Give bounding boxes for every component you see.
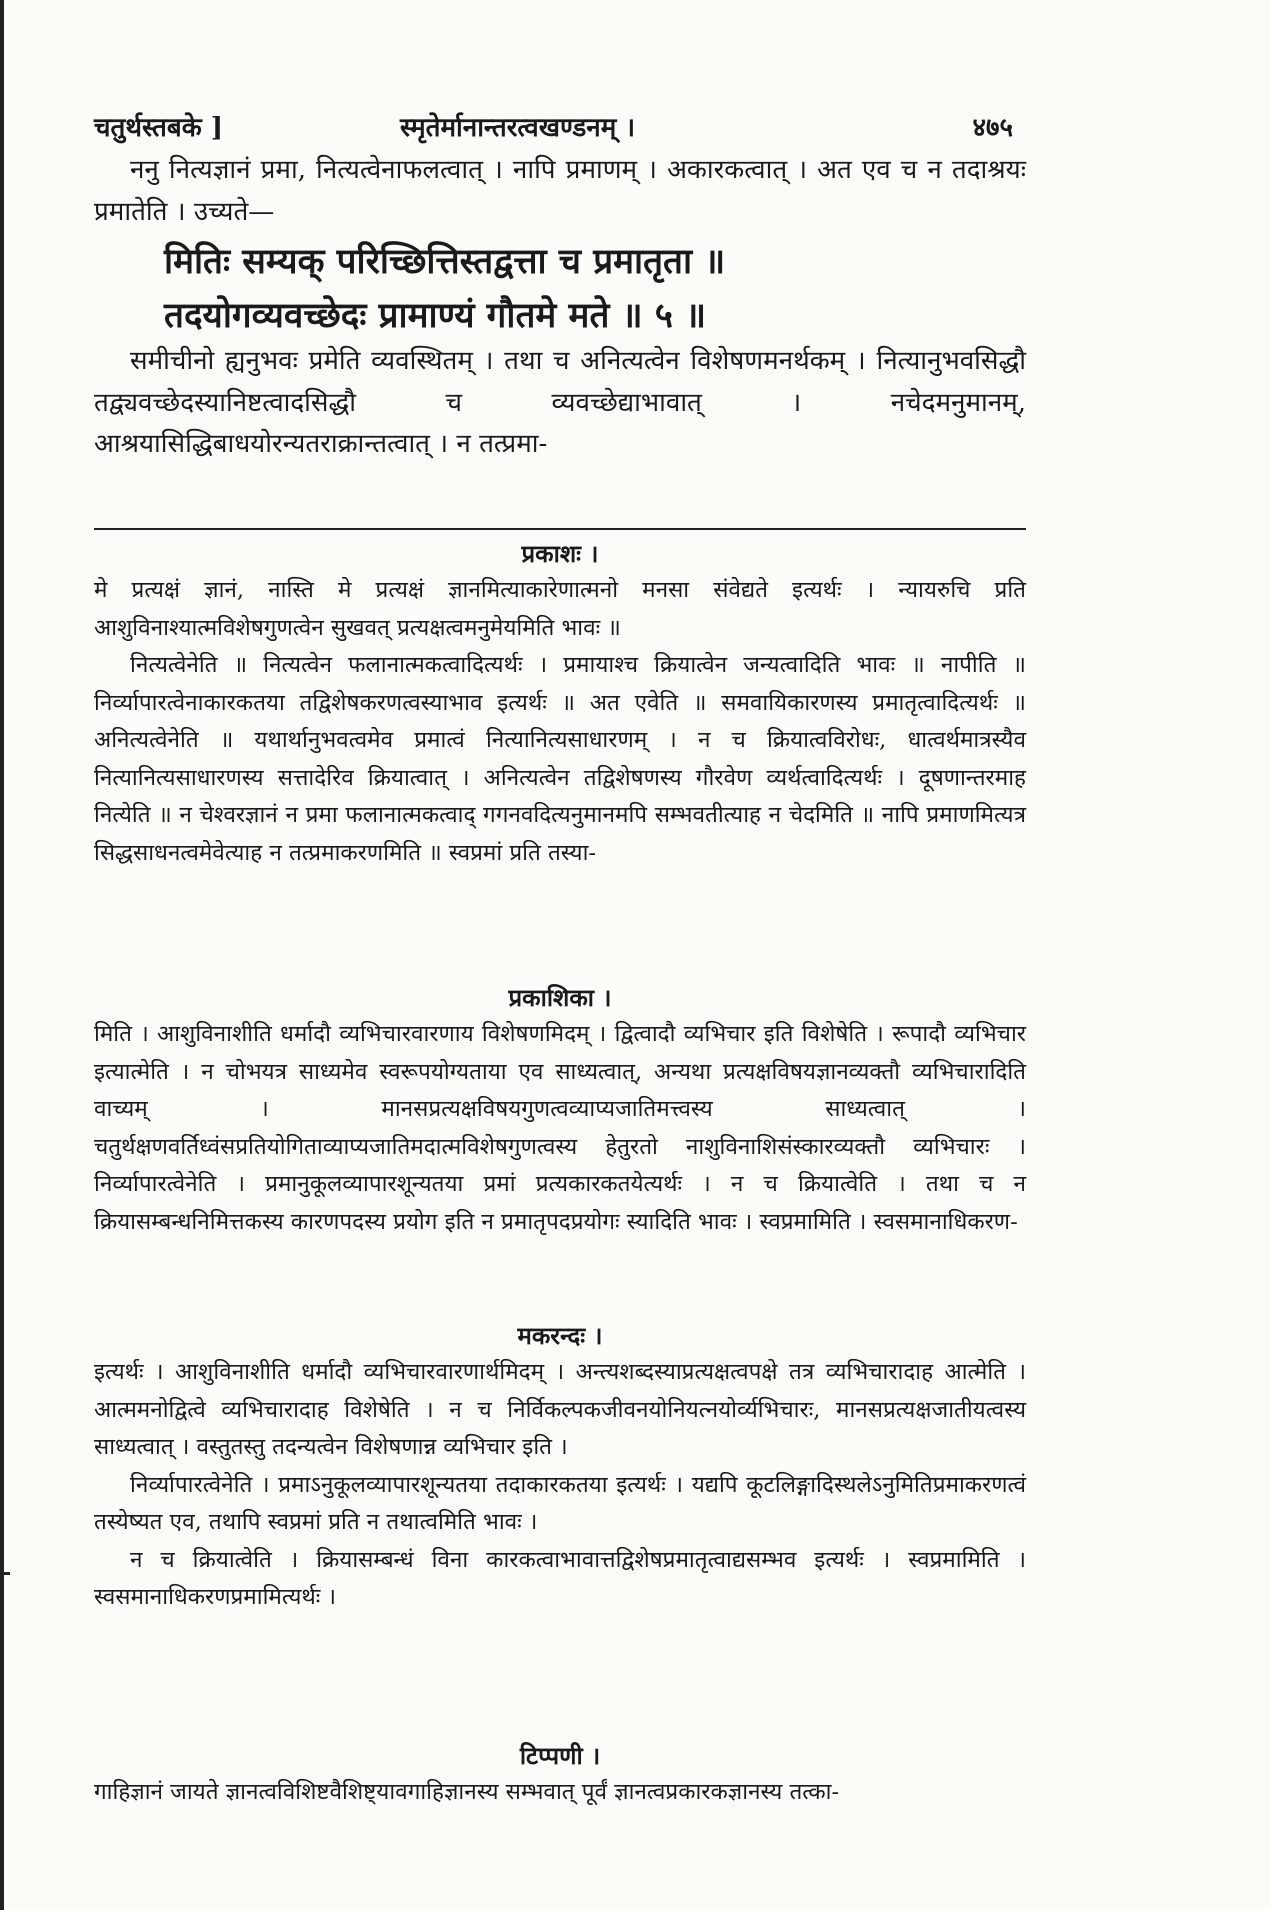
section-title-prakashika: प्रकाशिका । bbox=[508, 983, 612, 1012]
prakasha-para-2: नित्यत्वेनेति ॥ नित्यत्वेन फलानात्मकत्वादित्यर्थः । प्रमायाश्च क्रियात्वेन जन्यत्वादिति भावः ॥ नापीति ॥ निर्व्यापारत्वेनाकारकतया तद्विशेषकरणत्वस्याभाव इत्यर्थः ॥ अत एवेति ॥ समवायिकारणस्य प्रमातृत्वादित्यर्थः ॥ अनित्यत्वेनेति ॥ यथार्थानुभवत्वमेव प्रमात्वं नित्यानित्यसाधारणम् । न च क्रियात्वविरोधः, धात्वर्थमात्रस्यैव नित्यानित्यसाधारणस्य सत्तादेरिव क्रियात्वात् । अनित्यत्वेन तद्विशेषणस्य गौरवेण व्यर्थत्वादित्यर्थः । दूषणान्तरमाह नित्येति ॥ न चेश्वरज्ञानं न प्रमा फलानात्मकत्वाद् गगनवदित्यनुमानमपि सम्भवतीत्याह न चेदमिति ॥ नापि प्रमाणमित्यत्र सिद्धसाधनत्वमेवेत्याह न तत्प्रमाकरणमिति ॥ स्वप्रमां प्रति तस्या- bbox=[94, 652, 1026, 866]
section-tippani bbox=[94, 1738, 1026, 1812]
section-makaranda bbox=[94, 1318, 1026, 1617]
running-header-title: स्मृतेर्मानान्तरत्वखण्डनम् । bbox=[400, 113, 636, 143]
page-binding-edge bbox=[0, 0, 4, 1910]
section-prakasha bbox=[94, 536, 1026, 872]
page-number: ४७५ bbox=[972, 113, 1013, 143]
main-commentary: समीचीनो ह्यनुभवः प्रमेति व्यवस्थितम् । तथा च अनित्यत्वेन विशेषणमनर्थकम् । नित्यानुभवसिद्धौ तद्व्यवच्छेदस्यानिष्टत्वादसिद्धौ च व्यवच्छेद्याभावात् । नचेदमनुमानम्, आश्रयासिद्धिबाधयोरन्यतराक्रान्तत्वात् । न तत्प्रमा- bbox=[94, 346, 1026, 459]
main-intro: ननु नित्यज्ञानं प्रमा, नित्यत्वेनाफलत्वात् । नापि प्रमाणम् । अकारकत्वात् । अत एव च न तदाश्रयः प्रमातेति । उच्यते— bbox=[94, 155, 1026, 227]
tippani-para-1: गाहिज्ञानं जायते ज्ञानत्वविशिष्टवैशिष्ट्यावगाहिज्ञानस्य सम्भवात् पूर्वं ज्ञानत्वप्रकारकज्ञानस्य तत्का- bbox=[94, 1779, 840, 1805]
section-title-prakasha: प्रकाशः । bbox=[521, 539, 599, 568]
main-text-block bbox=[94, 150, 1026, 466]
verse-line-1: मितिः सम्यक् परिच्छित्तिस्तद्वत्ता च प्रमातृता ॥ bbox=[164, 241, 726, 282]
makaranda-para-3: न च क्रियात्वेति । क्रियासम्बन्धं विना कारकत्वाभावात्तद्विशेषप्रमातृत्वाद्यसम्भव इत्यर्थः । स्वप्रमामिति । स्वसमानाधिकरणप्रमामित्यर्थः । bbox=[94, 1546, 1026, 1610]
makaranda-para-2: निर्व्यापारत्वेनेति । प्रमाऽनुकूलव्यापारशून्यतया तदाकारकतया इत्यर्थः । यद्यपि कूटलिङ्गादिस्थलेऽनुमितिप्रमाकरणत्वं तस्येष्यत एव, तथापि स्वप्रमां प्रति न तथात्वमिति भावः । bbox=[94, 1471, 1026, 1535]
prakashika-para-1: मिति । आशुविनाशीति धर्मादौ व्यभिचारवारणाय विशेषणमिदम् । द्वित्वादौ व्यभिचार इति विशेषेति । रूपादौ व्यभिचार इत्यात्मेति । न चोभयत्र साध्यमेव स्वरूपयोग्यताया एव साध्यत्वात्, अन्यथा प्रत्यक्षविषयज्ञानव्यक्तौ व्यभिचारादिति वाच्यम् । मानसप्रत्यक्षविषयगुणत्वव्याप्यजातिमत्त्वस्य साध्यत्वात् । चतुर्थक्षणवर्तिध्वंसप्रतियोगिताव्याप्यजातिमदात्मविशेषगुणत्वस्य हेतुरतो नाशुविनाशिसंस्कारव्यक्तौ व्यभिचारः । निर्व्यापारत्वेनेति । प्रमानुकूलव्यापारशून्यतया प्रमां प्रत्यकारकतयेत्यर्थः । न च क्रियात्वेति । तथा च न क्रियासम्बन्धनिमित्तकस्य कारणपदस्य प्रयोग इति न प्रमातृपदप्रयोगः स्यादिति भावः । स्वप्रमामिति । स्वसमानाधिकरण- bbox=[94, 1021, 1026, 1235]
verse-line-2: तदयोगव्यवच्छेदः प्रामाण्यं गौतमे मते ॥ ५ ॥ bbox=[164, 295, 707, 336]
section-divider bbox=[94, 528, 1026, 530]
prakasha-para-1: मे प्रत्यक्षं ज्ञानं, नास्ति मे प्रत्यक्षं ज्ञानमित्याकारेणात्मनो मनसा संवेद्यते इत्यर्थः । न्यायरुचि प्रति आशुविनाश्यात्मविशेषगुणत्वेन सुखवत् प्रत्यक्षत्वमनुमेयमिति भावः ॥ bbox=[94, 577, 1026, 641]
page-edge-mark bbox=[0, 1572, 10, 1575]
section-prakashika bbox=[94, 980, 1026, 1241]
section-title-makaranda: मकरन्दः । bbox=[517, 1321, 603, 1350]
section-title-tippani: टिप्पणी । bbox=[519, 1741, 601, 1770]
makaranda-para-1: इत्यर्थः । आशुविनाशीति धर्मादौ व्यभिचारवारणार्थमिदम् । अन्त्यशब्दस्याप्रत्यक्षत्वपक्षे तत्र व्यभिचारादाह आत्मेति । आत्ममनोद्वित्वे व्यभिचारादाह विशेषेति । न च निर्विकल्पकजीवनयोनियत्नयोर्व्यभिचारः, मानसप्रत्यक्षजातीयत्वस्य साध्यत्वात् । वस्तुतस्तु तदन्यत्वेन विशेषणान्न व्यभिचार इति । bbox=[94, 1359, 1026, 1460]
running-header-left: चतुर्थस्तबके ] bbox=[94, 113, 224, 143]
